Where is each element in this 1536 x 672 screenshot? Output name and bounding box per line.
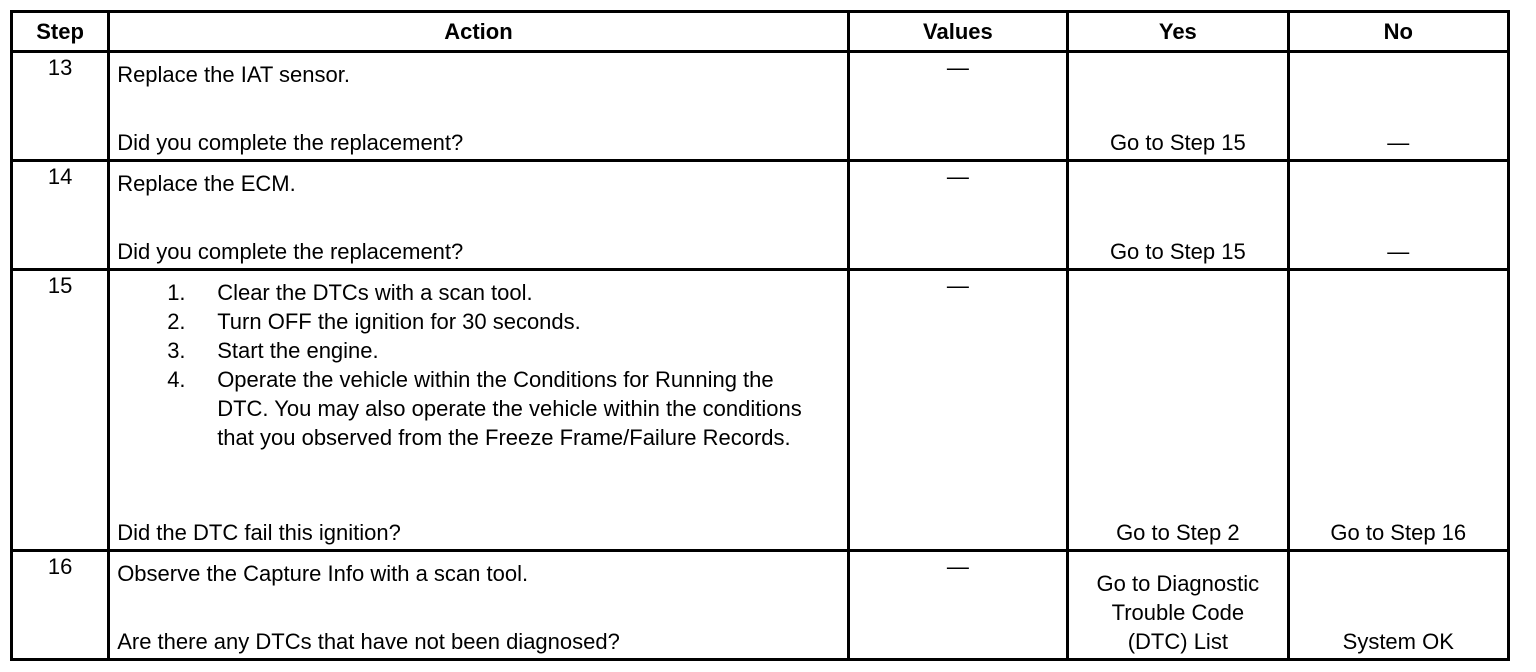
- step-number: 15: [13, 271, 107, 549]
- values-cell: —: [850, 162, 1066, 268]
- yes-cell: [1069, 53, 1286, 159]
- no-cell: [1290, 271, 1507, 549]
- yes-cell: [1069, 552, 1286, 658]
- action-cell: [110, 162, 846, 268]
- values-cell: —: [850, 53, 1066, 159]
- header-row: [13, 13, 1507, 50]
- action-instruction: Replace the IAT sensor.: [117, 62, 350, 87]
- yes-cell: [1069, 162, 1286, 268]
- table-row: [13, 271, 1507, 549]
- action-cell: [110, 552, 846, 658]
- list-item: [167, 365, 842, 452]
- action-instruction: Observe the Capture Info with a scan tool.: [117, 561, 529, 586]
- action-question: Are there any DTCs that have not been diagnosed?: [117, 629, 620, 654]
- values-cell: —: [850, 552, 1066, 658]
- list-item-text: Turn OFF the ignition for 30 seconds.: [217, 309, 581, 334]
- header-values: Values: [850, 13, 1066, 50]
- list-item-number: 2.: [167, 309, 186, 334]
- procedure-list: [117, 278, 842, 452]
- list-item-number: 4.: [167, 367, 186, 392]
- list-item: [167, 278, 842, 307]
- list-item-text: Operate the vehicle within the Conditions for Running the DTC. You may also operate the vehicle within the conditions that you observed from the Freeze Frame/Failure Records.: [217, 367, 802, 450]
- yes-outcome: Go to Diagnostic Trouble Code (DTC) List: [1096, 571, 1260, 654]
- list-item: [167, 336, 842, 365]
- action-instruction: Replace the ECM.: [117, 171, 296, 196]
- header-yes: Yes: [1069, 13, 1286, 50]
- yes-cell: [1069, 271, 1286, 549]
- no-outcome: —: [1387, 239, 1410, 264]
- header-step: Step: [13, 13, 107, 50]
- diagnostic-table: [10, 10, 1510, 661]
- header-no: No: [1290, 13, 1507, 50]
- list-item-text: Start the engine.: [217, 338, 379, 363]
- action-question: Did you complete the replacement?: [117, 239, 464, 264]
- action-cell: [110, 271, 846, 549]
- step-number: 14: [13, 162, 107, 268]
- no-outcome: —: [1387, 130, 1410, 155]
- list-item-text: Clear the DTCs with a scan tool.: [217, 280, 533, 305]
- no-cell: [1290, 552, 1507, 658]
- step-number: 16: [13, 552, 107, 658]
- list-item-number: 1.: [167, 280, 186, 305]
- no-cell: [1290, 53, 1507, 159]
- action-question: Did the DTC fail this ignition?: [117, 520, 401, 545]
- action-cell: [110, 53, 846, 159]
- step-number: 13: [13, 53, 107, 159]
- no-outcome: Go to Step 16: [1330, 520, 1467, 545]
- no-outcome: System OK: [1342, 629, 1454, 654]
- list-item: [167, 307, 842, 336]
- values-cell: —: [850, 271, 1066, 549]
- yes-outcome: Go to Step 15: [1109, 239, 1246, 264]
- table-row: [13, 162, 1507, 268]
- no-cell: [1290, 162, 1507, 268]
- header-action: Action: [110, 13, 846, 50]
- yes-outcome: Go to Step 2: [1116, 520, 1240, 545]
- action-question: Did you complete the replacement?: [117, 130, 464, 155]
- table-row: [13, 552, 1507, 658]
- list-item-number: 3.: [167, 338, 186, 363]
- yes-outcome: Go to Step 15: [1109, 130, 1246, 155]
- table-row: [13, 53, 1507, 159]
